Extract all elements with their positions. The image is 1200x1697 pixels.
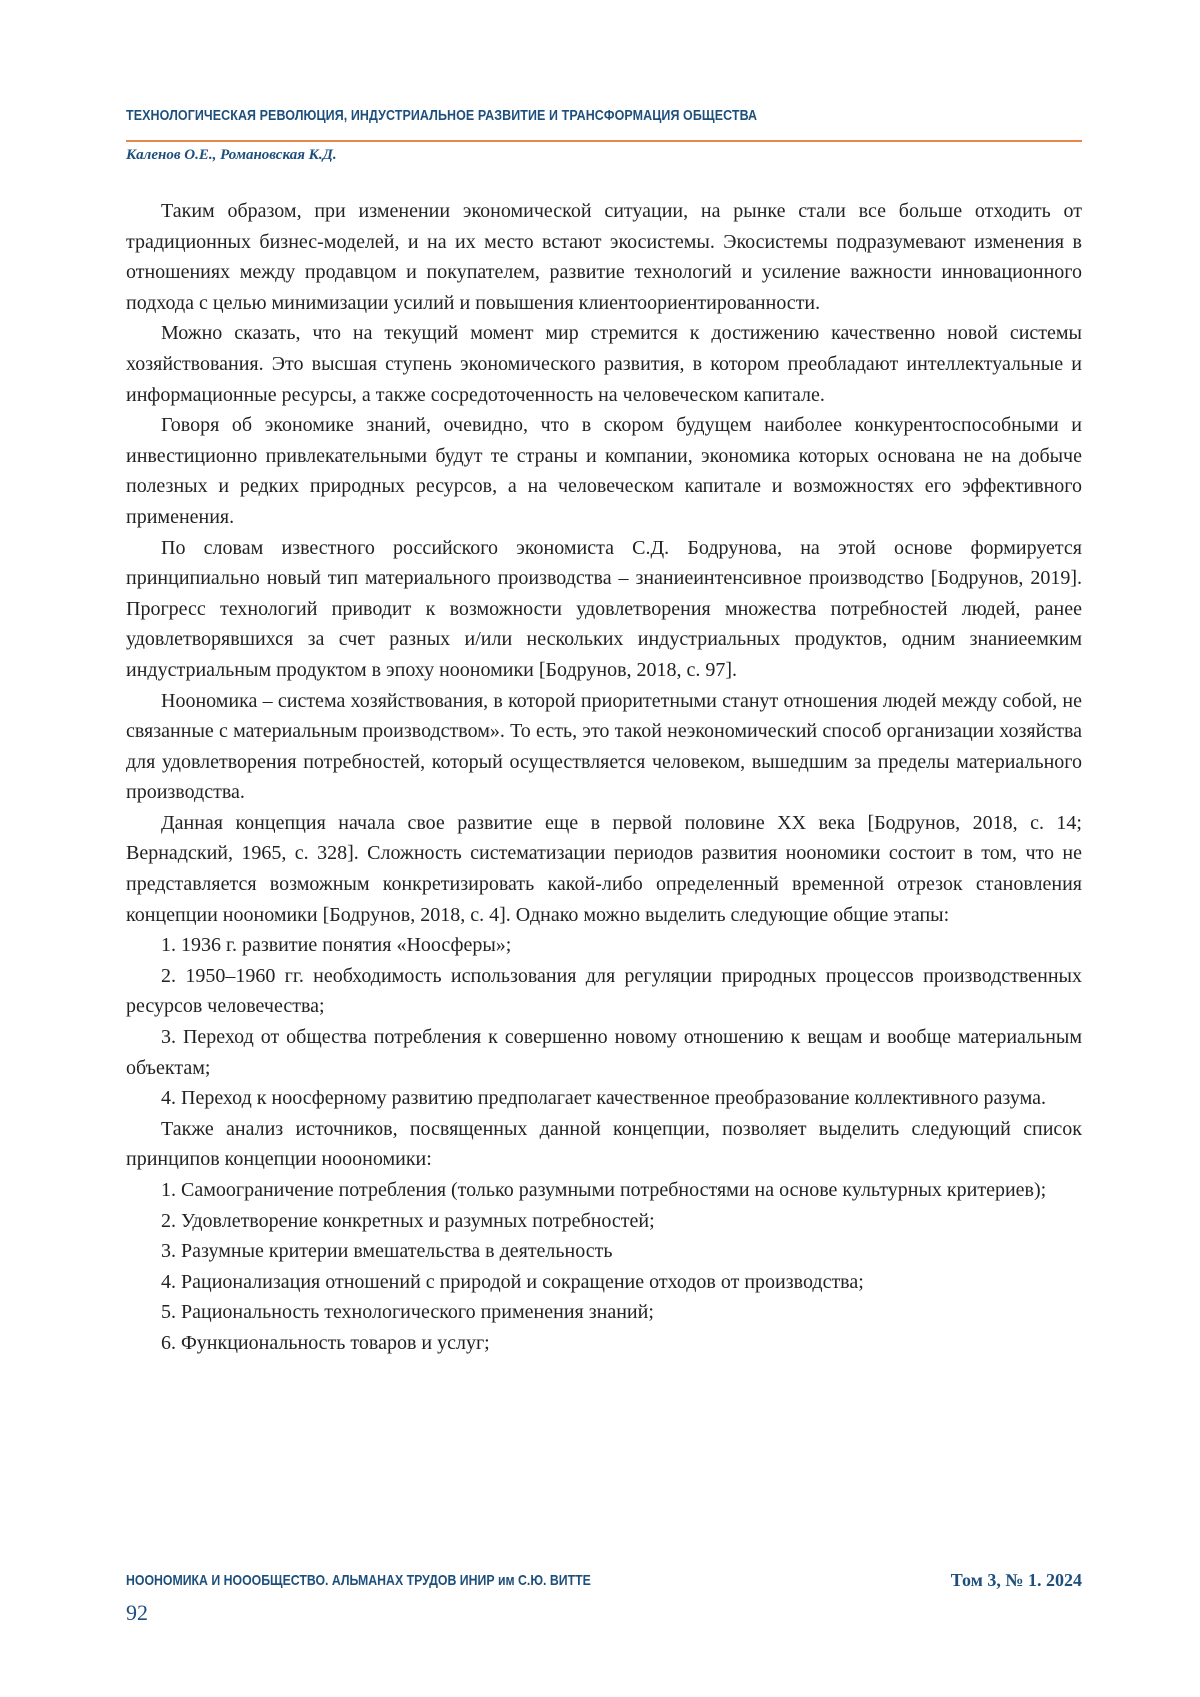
running-head-authors: Каленов О.Е., Романовская К.Д. bbox=[126, 147, 337, 164]
list-item-principle: 3. Разумные критерии вмешательства в деятельность bbox=[126, 1236, 1082, 1267]
paragraph: Говоря об экономике знаний, очевидно, что в скором будущем наиболее конкурентоспособными и инвестиционно привлекательными будут те страны и компании, экономика которых основана не на добыче полезных и редких природных ресурсов, а на человеческом капитале и возможностях его эффективного применения. bbox=[126, 410, 1082, 532]
paragraph: Данная концепция начала свое развитие еще в первой половине XX века [Бодрунов, 2018, с. 14; Вернадский, 1965, с. 328]. Сложность систематизации периодов развития ноономики состоит в том, что не представляется возможным конкретизировать какой-либо определенный временной отрезок становления концепции ноономики [Бодрунов, 2018, с. 4]. Однако можно выделить следующие общие этапы: bbox=[126, 808, 1082, 930]
footer-journal-title: НООНОМИКА И НОООБЩЕСТВО. АЛЬМАНАХ ТРУДОВ ИНИР им С.Ю. ВИТТЕ bbox=[126, 1572, 591, 1589]
running-head-section-title: ТЕХНОЛОГИЧЕСКАЯ РЕВОЛЮЦИЯ, ИНДУСТРИАЛЬНОЕ РАЗВИТИЕ И ТРАНСФОРМАЦИЯ ОБЩЕСТВА bbox=[126, 108, 757, 124]
list-item-principle: 4. Рационализация отношений с природой и сокращение отходов от производства; bbox=[126, 1267, 1082, 1298]
paragraph: По словам известного российского экономиста С.Д. Бодрунова, на этой основе формируется принципиально новый тип материального производства – знаниеинтенсивное производство [Бодрунов, 2019]. Прогресс технологий приводит к возможности удовлетворения множества потребностей людей, ранее удовлетворявшихся за счет разных и/или нескольких индустриальных продуктов, одним знаниеемким индустриальным продуктом в эпоху ноономики [Бодрунов, 2018, с. 97]. bbox=[126, 533, 1082, 686]
list-item-stage: 3. Переход от общества потребления к совершенно новому отношению к вещам и вообще материальным объектам; bbox=[126, 1022, 1082, 1083]
footer-issue: Том 3, № 1. 2024 bbox=[951, 1570, 1082, 1591]
list-item-stage: 1. 1936 г. развитие понятия «Ноосферы»; bbox=[126, 930, 1082, 961]
list-item-principle: 2. Удовлетворение конкретных и разумных потребностей; bbox=[126, 1206, 1082, 1237]
header-divider bbox=[126, 140, 1082, 142]
page-number: 92 bbox=[126, 1600, 148, 1626]
paragraph: Также анализ источников, посвященных данной концепции, позволяет выделить следующий список принципов концепции нооономики: bbox=[126, 1114, 1082, 1175]
article-body bbox=[126, 196, 1082, 1359]
list-item-stage: 2. 1950–1960 гг. необходимость использования для регуляции природных процессов производственных ресурсов человечества; bbox=[126, 961, 1082, 1022]
list-item-principle: 1. Самоограничение потребления (только разумными потребностями на основе культурных критериев); bbox=[126, 1175, 1082, 1206]
paragraph: Таким образом, при изменении экономической ситуации, на рынке стали все больше отходить от традиционных бизнес-моделей, и на их место встают экосистемы. Экосистемы подразумевают изменения в отношениях между продавцом и покупателем, развитие технологий и усиление важности инновационного подхода с целью минимизации усилий и повышения клиентоориентированности. bbox=[126, 196, 1082, 318]
list-item-stage: 4. Переход к ноосферному развитию предполагает качественное преобразование коллективного разума. bbox=[126, 1083, 1082, 1114]
list-item-principle: 5. Рациональность технологического применения знаний; bbox=[126, 1297, 1082, 1328]
paragraph: Ноономика – система хозяйствования, в которой приоритетными станут отношения людей между собой, не связанные с материальным производством». То есть, это такой неэкономический способ организации хозяйства для удовлетворения потребностей, который осуществляется человеком, вышедшим за пределы материального производства. bbox=[126, 686, 1082, 808]
paragraph: Можно сказать, что на текущий момент мир стремится к достижению качественно новой системы хозяйствования. Это высшая ступень экономического развития, в котором преобладают интеллектуальные и информационные ресурсы, а также сосредоточенность на человеческом капитале. bbox=[126, 318, 1082, 410]
list-item-principle: 6. Функциональность товаров и услуг; bbox=[126, 1328, 1082, 1359]
